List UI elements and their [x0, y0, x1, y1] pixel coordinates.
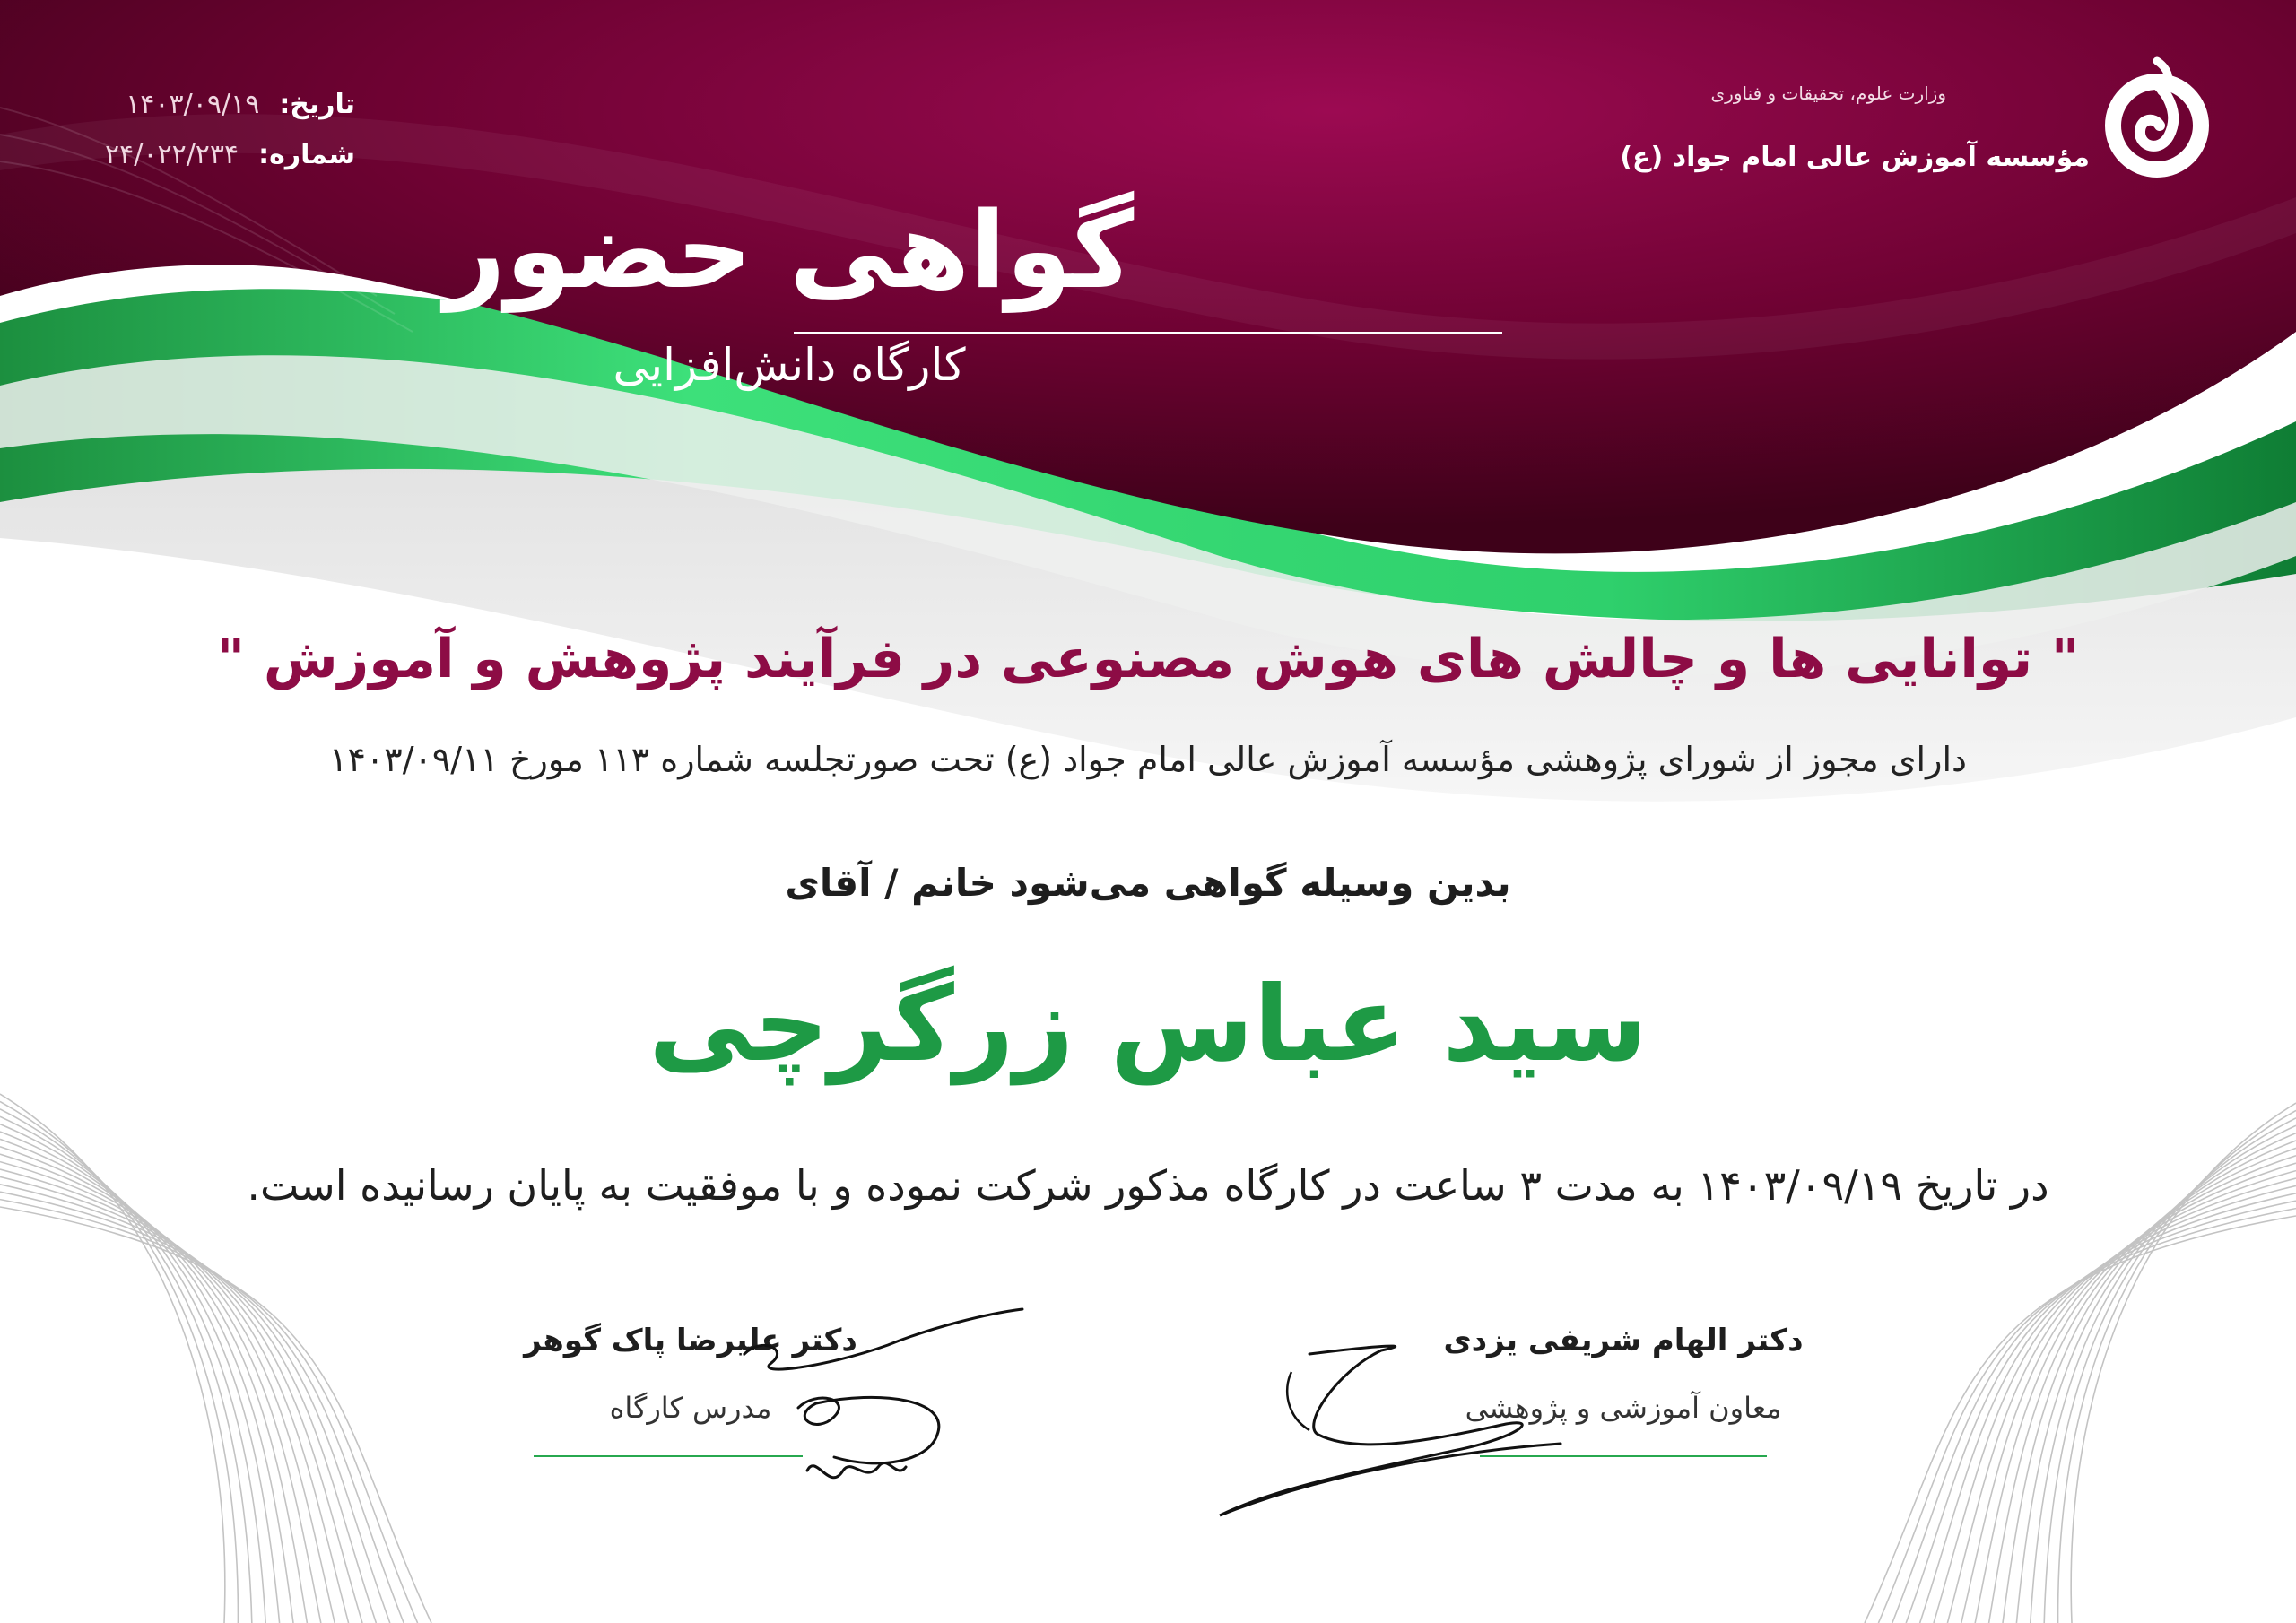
handwritten-signature — [718, 1300, 1058, 1506]
number-label: شماره: — [258, 138, 355, 170]
signer-role: مدرس کارگاه — [609, 1391, 772, 1425]
certificate-meta — [86, 79, 355, 179]
number-value: ۲۴/۰۲۲/۲۳۴ — [105, 138, 239, 170]
institute-logo-icon — [2090, 54, 2224, 188]
license-text: دارای مجوز از شورای پژوهشی مؤسسه آموزش عالی امام جواد (ع) تحت صورتجلسه شماره ۱۱۳ مورخ ۱۴۰۳/۰۹/۱۱ — [329, 740, 1967, 779]
number-row — [86, 129, 355, 179]
date-label: تاریخ: — [279, 88, 355, 120]
recipient-name: سید عباس زرگرچی — [648, 964, 1648, 1085]
workshop-topic: " توانایی ها و چالش های هوش مصنوعی در فرآیند پژوهش و آموزش " — [216, 628, 2080, 690]
intro-text: بدین وسیله گواهی می‌شود خانم / آقای — [785, 861, 1511, 905]
ministry-name: وزارت علوم، تحقیقات و فناوری — [1710, 82, 1946, 104]
date-value: ۱۴۰۳/۰۹/۱۹ — [126, 88, 260, 120]
title-divider — [794, 332, 1502, 334]
certificate-subtitle: کارگاه دانش‌افزایی — [613, 339, 966, 391]
institute-name: مؤسسه آموزش عالی امام جواد (ع) — [1620, 142, 2090, 173]
attendance-statement: در تاریخ ۱۴۰۳/۰۹/۱۹ به مدت ۳ ساعت در کارگاه مذکور شرکت نموده و با موفقیت به پایان رسانیده است. — [247, 1161, 2049, 1210]
institute-logo-block — [1620, 54, 2224, 197]
date-row — [86, 79, 355, 129]
signer-name: دکتر علیرضا پاک گوهر — [524, 1323, 857, 1358]
handwritten-signature — [1202, 1318, 1587, 1524]
certificate-title: گواهی حضور — [444, 188, 1135, 312]
signer-role: معاون آموزشی و پژوهشی — [1465, 1391, 1782, 1425]
signer-name: دکتر الهام شریفی یزدی — [1443, 1323, 1804, 1358]
